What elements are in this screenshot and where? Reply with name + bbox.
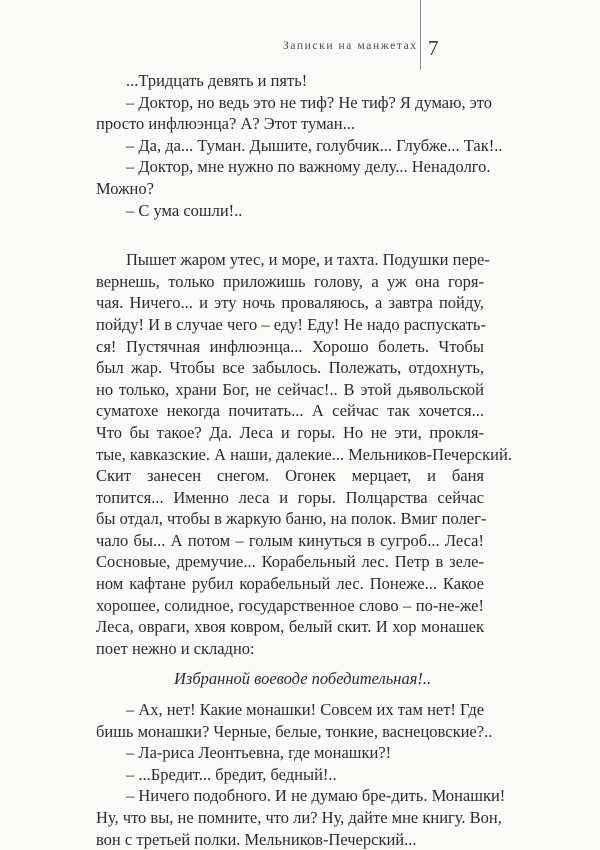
text-line: хорошее, солидное, государственное слово – по-не-же! <box>96 595 484 615</box>
text-line: вернешь, только приложишь голову, а уж она горя- <box>96 271 484 291</box>
header-rule <box>420 0 421 70</box>
text-line: но только, храни Бог, не сейчас!.. В этой дьявольской <box>96 379 484 399</box>
text-line: Ну, что вы, не помните, что ли? Ну, дайте мне книгу. Вон, <box>96 808 502 827</box>
text-line: пойду! И в случае чего – еду! Еду! Не надо распускать- <box>96 314 486 334</box>
text-line: – ...Бредит... бредит, бедный!.. <box>126 764 337 784</box>
text-line: бишь монашки? Черные, белые, тонкие, васнецовские?.. <box>96 721 493 741</box>
text-line: поет нежно и складно: <box>96 638 255 658</box>
text-line: ном кафтане рубил корабельный лес. Понеже... Какое <box>96 574 484 594</box>
paragraph-gap <box>96 690 484 699</box>
text-line: Сосновые, дремучие... Корабельный лес. Петр в зеле- <box>96 552 484 572</box>
text-line: Пышет жаром утес, и море, и тахта. Подушки пере- <box>126 250 490 270</box>
body-text <box>96 70 512 850</box>
text-line: бы отдал, чтобы в жаркую баню, на полок. Вмиг полег- <box>96 509 487 529</box>
text-line: – Ла-риса Леонтьевна, где монашки?! <box>126 743 392 763</box>
text-line: просто инфлюэнца? А? Этот туман... <box>96 114 355 134</box>
page-number: 7 <box>428 36 439 60</box>
text-line: ся! Пустячная инфлюэнца... Хорошо болеть. Чтобы <box>96 336 484 356</box>
text-line: – Доктор, мне нужно по важному делу... Ненадолго. <box>126 157 491 177</box>
paragraph-gap <box>96 221 484 249</box>
text-line: Скит занесен снегом. Огонек мерцает, и баня <box>96 466 484 486</box>
text-line: тые, кавказские. А наши, далекие... Мельников-Печерский. <box>96 444 512 464</box>
text-line: топится... Именно леса и горы. Полцарства сейчас <box>96 487 484 507</box>
running-title: Записки на манжетах <box>283 40 418 52</box>
text-line: Можно? <box>96 178 154 198</box>
text-line: – Ничего подобного. И не думаю бре-дить. Монашки! <box>126 786 506 806</box>
text-line: ...Тридцать девять и пять! <box>126 71 308 90</box>
text-line: – Да, да... Туман. Дышите, голубчик... Глубже... Так!.. <box>126 135 503 155</box>
text-line: чало бы... А потом – голым кинуться в сугроб... Леса! <box>96 530 484 550</box>
paragraph-gap <box>96 659 484 668</box>
text-line: суматохе некогда почитать... А сейчас так хочется... <box>96 401 484 421</box>
text-line: Леса, овраги, хвоя ковром, белый скит. И хор монашек <box>96 617 484 637</box>
text-line: – С ума сошли!.. <box>126 200 243 220</box>
text-line: Что бы такое? Да. Леса и горы. Но не эти, прокля- <box>96 422 484 442</box>
epigraph-line: Избранной воеводе победительная!.. <box>174 669 432 689</box>
text-line: – Ах, нет! Какие монашки! Совсем их там нет! Где <box>126 700 485 720</box>
text-line: чая. Ничего... и эту ночь проваляюсь, а завтра пойду, <box>96 293 484 313</box>
text-line: был жар. Чтобы все забылось. Полежать, отдохнуть, <box>96 358 484 378</box>
text-line: вон с третьей полки. Мельников-Печерский... <box>96 829 417 849</box>
text-line: – Доктор, но ведь это не тиф? Не тиф? Я думаю, это <box>126 92 493 112</box>
